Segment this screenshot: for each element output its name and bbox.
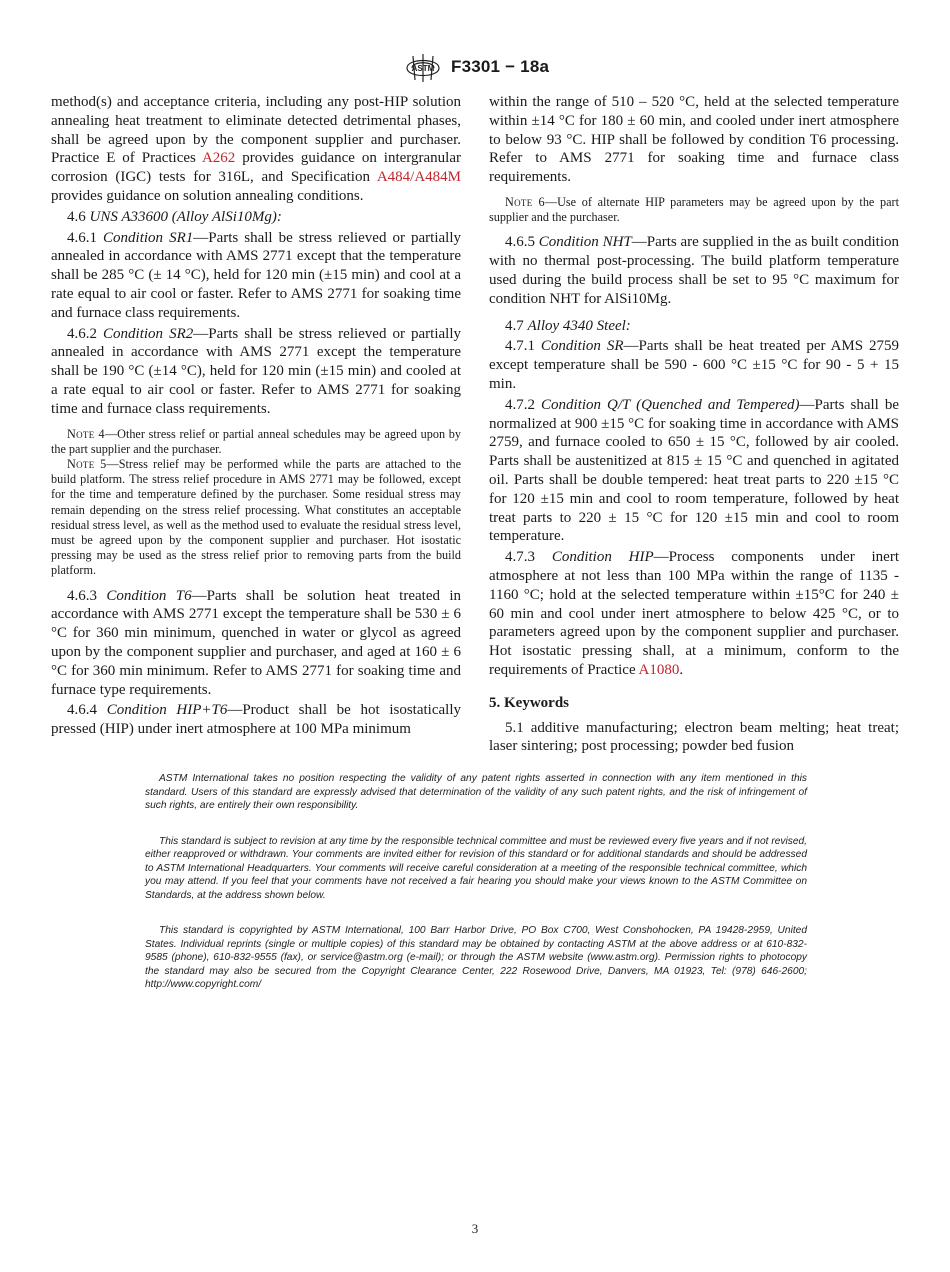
note-4: Note 4—Other stress relief or partial anneal schedules may be agreed upon by the part supplier and the purchaser. (51, 426, 461, 456)
page-header (0, 52, 950, 86)
section-4-6-4-continued: within the range of 510 – 520 °C, held at the selected temperature within ±14 °C for 180 ± 60 min, and cooled under inert atmosphere to below 93 °C. HIP shall be followed by condition T6 processing. Refer to AMS 2771 for soaking time and furnace class requirements. (489, 94, 899, 186)
copyright-notice: This standard is copyrighted by ASTM International, 100 Barr Harbor Drive, PO Box C700, West Conshohocken, PA 19428-2959, United States. Individual reprints (single or multiple copies) of this standard may be obtained by contacting ASTM at the above address or at 610-832-9585 (phone), 610-832-9555 (fax), or service@astm.org (e-mail); or through the ASTM website (www.astm.org). Permission rights to photocopy the standard may also be secured from the Copyright Clearance Center, 222 Rosewood Drive, Danvers, MA 01923, Tel: (978) 646-2600; http://www.copyright.com/ (145, 925, 807, 990)
note-6: Note 6—Use of alternate HIP parameters may be agreed upon by the part supplier and the purchaser. (489, 194, 899, 225)
section-4-7-2: 4.7.2 Condition Q/T (Quenched and Tempered)—Parts shall be normalized at 900 ±15 °C for soaking time in accordance with AMS 2759, and furnace cooled to 650 ± 15 °C, followed by air cooled. Parts shall be austenitized at 815 ± 15 °C and quenched in agitated oil. Parts shall be double tempered: heat treat parts to 220 ±15 °C for 120 ±15 min and cool to room temperature, followed by heat treat parts to 220 ± 15 °C for 120 ±15 min and cool to room temperature. (489, 396, 899, 545)
link-a484[interactable]: A484/A484M (376, 169, 461, 186)
keywords-heading: 5. Keywords (489, 694, 569, 711)
link-a1080[interactable]: A1080 (638, 661, 680, 678)
link-a262[interactable]: A262 (201, 150, 236, 167)
section-4-6-4: 4.6.4 Condition HIP+T6—Product shall be hot isostatically pressed (HIP) under inert atmosphere at 100 MPa minimum (51, 702, 461, 738)
revision-disclaimer: This standard is subject to revision at any time by the responsible technical committee and must be reviewed every five years and if not revised, either reapproved or withdrawn. Your comments are invited either for revision of this standard or for additional standards and should be addressed to ASTM International Headquarters. Your comments will receive careful consideration at a meeting of the responsible technical committee, which you may attend. If you feel that your comments have not received a fair hearing you should make your views known to the ASTM Committee on Standards, at the address shown below. (145, 835, 807, 901)
right-column (489, 93, 899, 756)
disclaimer-block (145, 772, 807, 1014)
document-designation: F3301 − 18a (451, 57, 550, 76)
section-4-6-1: 4.6.1 Condition SR1—Parts shall be stress relieved or partially annealed in accordance with AMS 2771 except that the temperature shall be 285 °C (± 14 °C), held for 120 min (±15 min) and cool at a rate equal to air cool or faster. Refer to AMS 2771 for soaking time and furnace class requirements. (51, 229, 461, 321)
section-4-7-1: 4.7.1 Condition SR—Parts shall be heat treated per AMS 2759 except temperature shall be 590 - 600 °C ±15 °C for 90 - 5 + 15 min. (489, 338, 900, 392)
patent-disclaimer: ASTM International takes no position respecting the validity of any patent rights asserted in connection with any item mentioned in this standard. Users of this standard are expressly advised that determination of the validity of any such patent rights, and the risk of infringement of such rights, are entirely their own responsibility. (145, 773, 807, 811)
page-number: 3 (471, 1221, 479, 1236)
section-4-6-5: 4.6.5 Condition NHT—Parts are supplied in the as built condition with no thermal post-processing. The build platform temperature used during the build process shall be set to 95 °C maximum for condition NHT for AlSi10Mg. (489, 234, 899, 307)
section-4-7-3: 4.7.3 Condition HIP—Process components under inert atmosphere at not less than 100 MPa within the range of 1135 - 1160 °C; hold at the selected temperature within ±15°C for 240 ± 60 min and cool under inert atmosphere to below 425 °C, or to parameters agreed upon by the component supplier and purchaser. Hot isostatic pressing shall, at a minimum, conform to the requirements of Practice A1080. (489, 549, 899, 678)
paragraph-continued: method(s) and acceptance criteria, including any post-HIP solution annealing heat treatment to eliminate detected detrimental phases, shall be agreed upon by the component supplier and purchaser. Practice E of Practices A262 provides guidance on intergranular corrosion (IGC) tests for 316L, and Specification A484/A484M provides guidance on solution annealing conditions. (51, 94, 461, 204)
section-4-7-heading: 4.7 Alloy 4340 Steel: (505, 317, 631, 334)
keywords-text: 5.1 additive manufacturing; electron beam melting; heat treat; laser sintering; post processing; powder bed fusion (489, 719, 899, 755)
svg-text:ASTM: ASTM (411, 64, 435, 73)
section-4-6-2: 4.6.2 Condition SR2—Parts shall be stress relieved or partially annealed in accordance with AMS 2771 except the temperature shall be 190 °C (±14 °C), held for 120 min (±15 min) and cooled at a rate equal to air cool or faster. Refer to AMS 2771 for soaking time and furnace class requirements. (51, 325, 461, 417)
note-5: Note 5—Stress relief may be performed while the parts are attached to the build platform. The stress relief procedure in AMS 2771 may be followed, except for the time and temperature defined by the purchaser. Some residual stress may remain depending on the stress relief processing. What constitutes an acceptable residual stress level, as well as the method used to evaluate the residual stress level, must be agreed upon by the component supplier and purchaser. Hot isostatic pressing may be used as the stress relief prior to removing parts from the build platform. (51, 456, 461, 578)
astm-logo-icon (403, 52, 443, 84)
section-4-6-3: 4.6.3 Condition T6—Parts shall be solution heat treated in accordance with AMS 2771 except the temperature shall be 530 ± 6 °C for 360 min minimum, quenched in water or glycol as agreed upon by the component supplier and purchaser, and aged at 160 ± 6 °C for 360 min minimum. Refer to AMS 2771 for soaking time and furnace type requirements. (51, 587, 462, 698)
section-4-6-heading: 4.6 UNS A33600 (Alloy AlSi10Mg): (67, 208, 282, 225)
left-column (51, 93, 461, 739)
